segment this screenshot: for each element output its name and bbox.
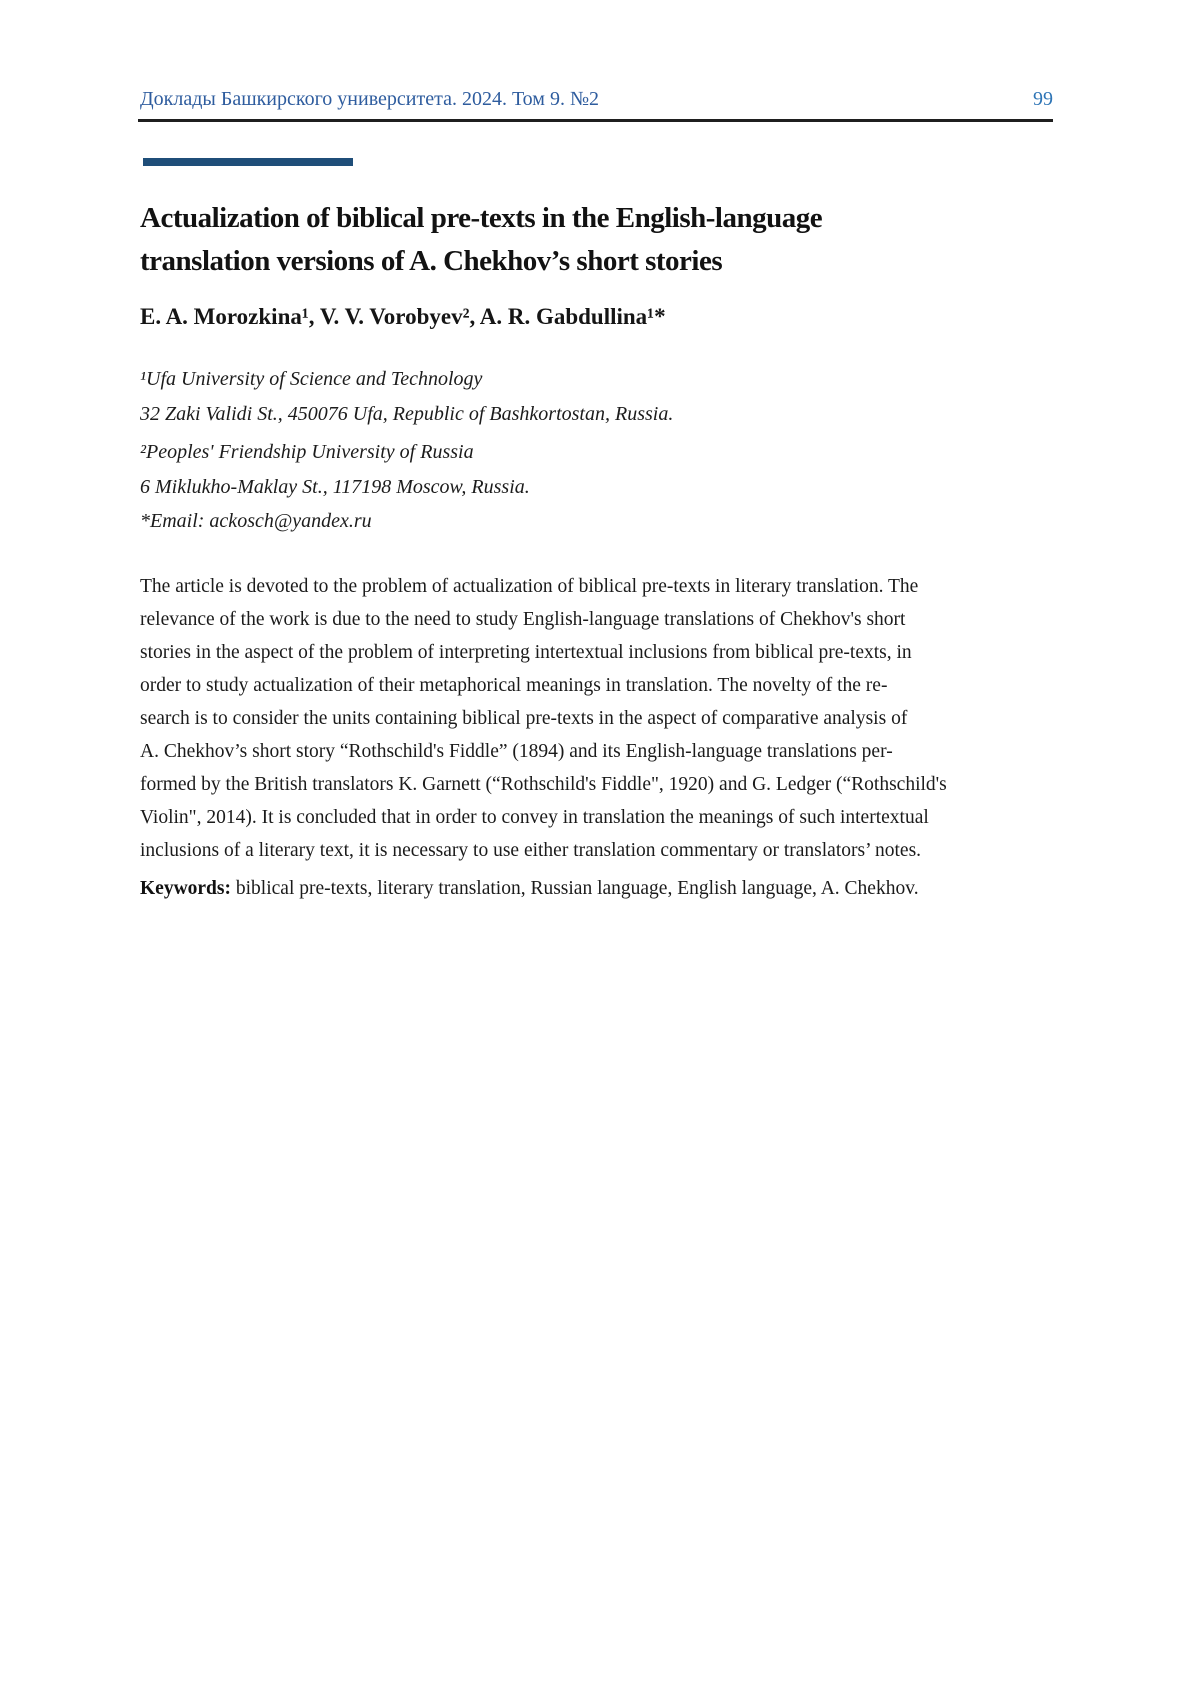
article-title-line-2: translation versions of A. Chekhov’s short stories [140,245,723,277]
affiliation-1-name: ¹Ufa University of Science and Technology [140,368,483,390]
keywords-text: biblical pre-texts, literary translation, Russian language, English language, A. Chekhov. [231,878,919,899]
affiliation-1-address: 32 Zaki Validi St., 450076 Ufa, Republic of Bashkortostan, Russia. [140,403,674,425]
abstract-paragraph [140,570,947,867]
running-header [140,86,1053,112]
corresponding-email: *Email: ackosch@yandex.ru [140,510,372,532]
affiliation-2-address: 6 Miklukho-Maklay St., 117198 Moscow, Russia. [140,476,530,498]
accent-bar [143,158,353,166]
abstract-line: search is to consider the units containing biblical pre-texts in the aspect of comparative analysis of [140,708,908,729]
keywords-label: Keywords: [140,878,231,899]
affiliation-2 [140,435,530,505]
abstract-line: stories in the aspect of the problem of interpreting intertextual inclusions from biblical pre-texts, in [140,642,912,663]
abstract-line: formed by the British translators K. Garnett (“Rothschild's Fiddle", 1920) and G. Ledger (“Rothschild's [140,774,947,795]
abstract-line: The article is devoted to the problem of actualization of biblical pre-texts in literary translation. The [140,576,919,597]
authors-line: E. A. Morozkina¹, V. V. Vorobyev², A. R. Gabdullina¹* [140,304,666,329]
abstract-line: A. Chekhov’s short story “Rothschild's Fiddle” (1894) and its English-language translations per- [140,741,893,762]
article-title [140,197,822,283]
affiliation-2-name: ²Peoples' Friendship University of Russia [140,441,474,463]
journal-title: Доклады Башкирского университета. 2024. Том 9. №2 [140,88,600,110]
article-title-line-1: Actualization of biblical pre-texts in the English-language [140,202,823,234]
keywords-line [140,874,919,904]
header-rule [138,119,1053,122]
page-number: 99 [1033,88,1053,110]
abstract-line: relevance of the work is due to the need to study English-language translations of Chekhov's short [140,609,906,630]
affiliation-1 [140,362,673,432]
abstract-line: order to study actualization of their metaphorical meanings in translation. The novelty of the re- [140,675,888,696]
abstract-line: inclusions of a literary text, it is necessary to use either translation commentary or translators’ notes. [140,840,922,861]
abstract-line: Violin", 2014). It is concluded that in order to convey in translation the meanings of such intertextual [140,807,929,828]
